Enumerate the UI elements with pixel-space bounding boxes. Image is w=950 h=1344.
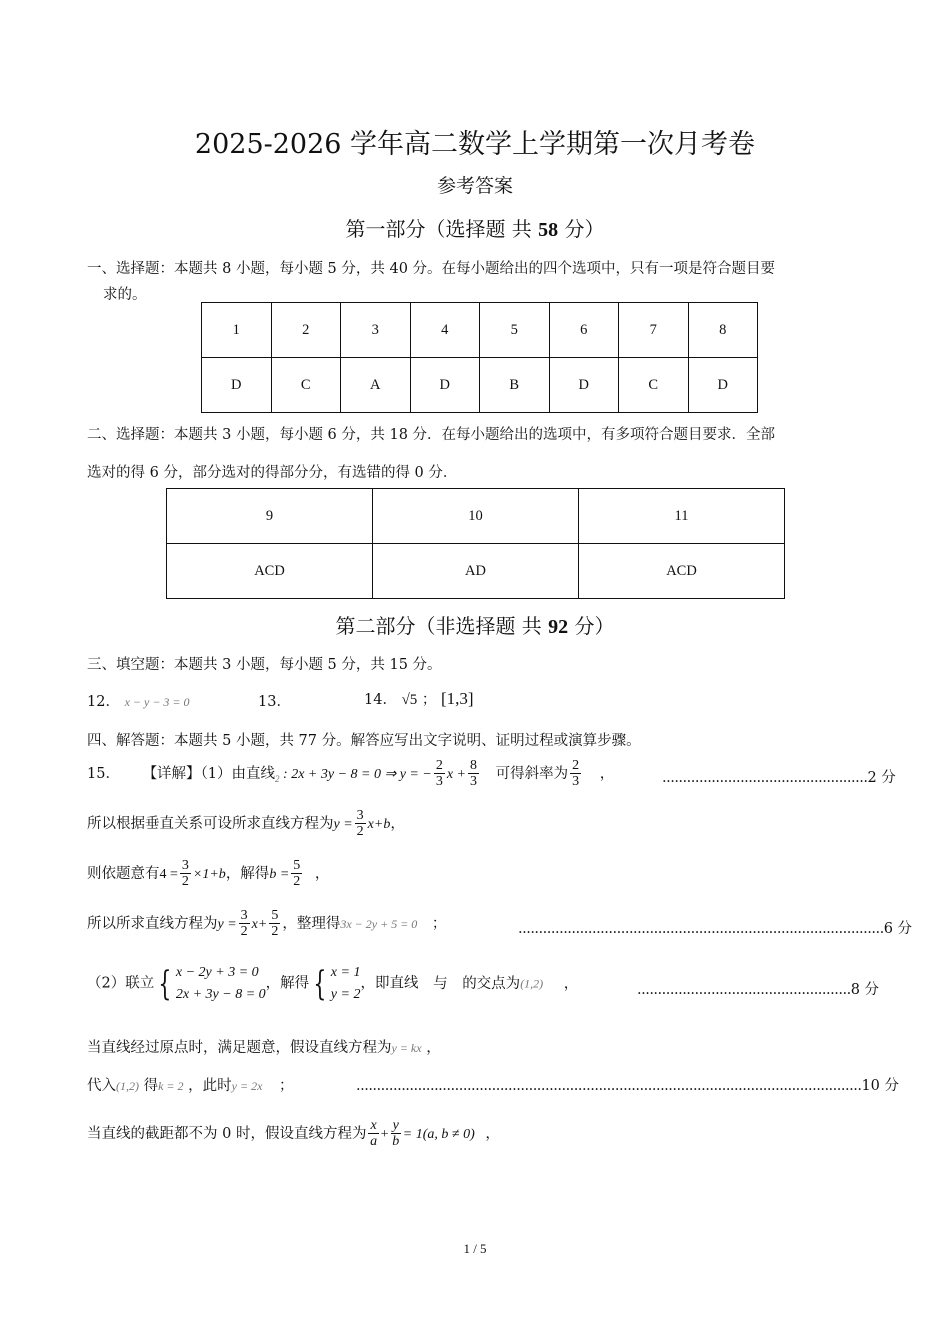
table-row — [167, 489, 785, 544]
question-number: 4 — [410, 303, 480, 358]
q15-text: 当直线的截距都不为 0 时，假设直线方程为 — [87, 1125, 367, 1142]
q15-equation: b = — [269, 866, 290, 882]
q15-equation: = 1(a, b ≠ 0) — [402, 1126, 475, 1142]
q15-text: 与 — [433, 975, 448, 992]
q15-equation: y = — [333, 816, 353, 832]
q15-point: (1,2) — [520, 976, 544, 991]
sec2-instructions-line2: 选对的得 6 分，部分选对的得部分分，有选错的得 0 分． — [87, 465, 458, 481]
q15-score-2: .........................................................................................6 分 — [518, 921, 913, 937]
q15-equation: y = kx — [391, 1041, 422, 1055]
fraction: $\frac{x}{a}$ — [370, 1118, 378, 1150]
answer-cell: C — [271, 358, 341, 413]
question-number: 7 — [619, 303, 689, 358]
q15-score-3: ....................................................8 分 — [637, 982, 880, 998]
q15-equation: + — [380, 1126, 389, 1142]
q15-line-8 — [87, 1118, 500, 1150]
table-row — [202, 358, 758, 413]
equation-system: x − 2y + 3 = 0 2x + 3y − 8 = 0 — [175, 965, 266, 1002]
q15-equation: x+b — [367, 816, 391, 832]
answer-cell: D — [410, 358, 480, 413]
question-number: 1 — [202, 303, 272, 358]
answer-cell: D — [202, 358, 272, 413]
answer-table-2 — [166, 488, 785, 599]
q15-text: ，即直线 — [360, 975, 419, 992]
q15-tag: 【详解】 — [142, 765, 201, 782]
q15-text: （1）由直线 — [200, 765, 276, 782]
q15-equation: 2x + 3y − 8 = 0 ⇒ y = − — [291, 766, 432, 782]
q15-number: 15． — [87, 765, 120, 782]
answer-cell: D — [549, 358, 619, 413]
sec2-instructions-line1: 二、选择题：本题共 3 小题，每小题 6 分，共 18 分．在每小题给出的选项中，有多项符合题目要求．全部 — [87, 427, 776, 443]
fraction: $\frac{2}{3}$ — [435, 758, 443, 790]
q15-text: 则依题意有 — [87, 865, 160, 882]
q15-equation: x+ — [251, 916, 268, 932]
answer-cell: AD — [373, 544, 579, 599]
q15-text: ，整理得 — [282, 915, 341, 932]
table-row — [167, 544, 785, 599]
question-number: 6 — [549, 303, 619, 358]
q15-point: (1,2) — [116, 1079, 139, 1093]
answer-cell: C — [619, 358, 689, 413]
q15-text: 得 — [143, 1078, 159, 1094]
fill-q14 — [364, 688, 474, 709]
solution-system: x = 1 y = 2 — [330, 965, 361, 1002]
question-number: 10 — [373, 489, 579, 544]
fraction: $\frac{2}{3}$ — [572, 758, 580, 790]
part2-heading: 第二部分（非选择题 共 92 分） — [335, 614, 615, 638]
q14-separator: ； — [421, 692, 437, 708]
answer-cell: A — [341, 358, 411, 413]
q15-line-3 — [87, 858, 329, 890]
q15-line-6 — [87, 1036, 441, 1057]
q15-line-4 — [87, 908, 446, 940]
q15-text: 可得斜率为 — [495, 765, 569, 782]
answer-table-1 — [201, 302, 758, 413]
q15-score-1: ..................................................2 分 — [662, 770, 896, 786]
table-row — [202, 303, 758, 358]
question-number: 2 — [271, 303, 341, 358]
q15-punct: ， — [426, 1040, 441, 1056]
sec1-instructions-line1: 一、选择题：本题共 8 小题，每小题 5 分，共 40 分。在每小题给出的四个选项中，只有一项是符合题目要 — [87, 261, 776, 277]
page-subtitle: 参考答案 — [436, 175, 513, 197]
q15-text: ，解得 — [225, 865, 270, 882]
q15-score-4: ...........................................................................................................................10 分 — [356, 1078, 899, 1094]
fraction: $\frac{5}{2}$ — [271, 908, 279, 940]
fraction: $\frac{3}{2}$ — [356, 808, 364, 840]
q15-punct: ， — [390, 815, 405, 832]
q12-number: 12． — [87, 694, 120, 710]
sec4-instructions: 四、解答题：本题共 5 小题，共 77 分。解答应写出文字说明、证明过程或演算步骤。 — [87, 733, 641, 749]
q15-text: ，解得 — [265, 975, 310, 992]
fraction: $\frac{3}{2}$ — [240, 908, 248, 940]
q15-equation: y = 2x — [231, 1079, 263, 1093]
fill-q13: 13． — [258, 694, 291, 710]
q15-punct: ， — [563, 975, 579, 992]
q15-equation: k = 2 — [158, 1079, 184, 1093]
q14-answer-a: √5 — [401, 692, 418, 708]
fraction: $\frac{3}{2}$ — [181, 858, 189, 890]
question-number: 5 — [480, 303, 550, 358]
q15-line-7 — [87, 1074, 294, 1095]
question-number: 9 — [167, 489, 373, 544]
sec1-instructions-line2: 求的。 — [103, 287, 147, 303]
q15-equation: y = — [217, 916, 237, 932]
q15-punct: ， — [599, 765, 615, 782]
q12-answer: x − y − 3 = 0 — [124, 695, 190, 709]
q15-text: 所以所求直线方程为 — [87, 915, 218, 932]
page-title: 2025-2026 学年高二数学上学期第一次月考卷 — [194, 129, 756, 160]
part1-heading: 第一部分（选择题 共 58 分） — [345, 217, 605, 241]
fraction: $\frac{8}{3}$ — [470, 758, 477, 790]
q15-punct: ， — [485, 1125, 500, 1142]
q15-text: ，此时 — [188, 1078, 232, 1094]
question-number: 3 — [341, 303, 411, 358]
fill-q12 — [87, 690, 190, 711]
q15-line-5: （2）联立 { x − 2y + 3 = 0 2x + 3y − 8 = 0 ，解得 { x = 1 y = 2 ，即直线 与 的交点为(1,2) ， — [87, 963, 579, 1004]
q15-punct: ； — [279, 1078, 294, 1094]
q15-text: （2）联立 — [87, 975, 155, 992]
q15-equation: ×1+b — [192, 866, 226, 882]
q15-text: 代入 — [87, 1078, 116, 1094]
q15-text: 的交点为 — [462, 975, 521, 992]
q15-line-1: 15． 【详解】（1）由直线$_2$ : 2x + 3y − 8 = 0 ⇒ y = − $\frac{2}{3}$ x + $\frac{8}{3}$ 可得斜率为 $\frac{2}{3}$ ， — [87, 758, 615, 790]
page-number: 1 / 5 — [463, 1241, 487, 1256]
q15-punct: ； — [431, 915, 447, 932]
q15-text: 所以根据垂直关系可设所求直线方程为 — [87, 815, 334, 832]
q15-subscript: 2 — [275, 773, 280, 784]
question-number: 11 — [579, 489, 785, 544]
fraction: $\frac{y}{b}$ — [392, 1118, 400, 1150]
answer-cell: D — [688, 358, 758, 413]
q14-number: 14． — [364, 692, 397, 708]
answer-cell: ACD — [167, 544, 373, 599]
q15-result: 3x − 2y + 5 = 0 — [340, 916, 418, 931]
answer-cell: B — [480, 358, 550, 413]
question-number: 8 — [688, 303, 758, 358]
q15-equation: 4 = — [159, 866, 178, 882]
answer-cell: ACD — [579, 544, 785, 599]
q15-punct: ， — [314, 865, 330, 882]
sec3-instructions: 三、填空题：本题共 3 小题，每小题 5 分，共 15 分。 — [87, 657, 442, 673]
q15-text: 当直线经过原点时，满足题意，假设直线方程为 — [87, 1040, 392, 1056]
q15-line-2 — [87, 808, 405, 840]
q15-equation-part: x + — [446, 766, 466, 782]
fraction: $\frac{5}{2}$ — [293, 858, 301, 890]
q14-answer-b: [1,3] — [441, 689, 474, 708]
